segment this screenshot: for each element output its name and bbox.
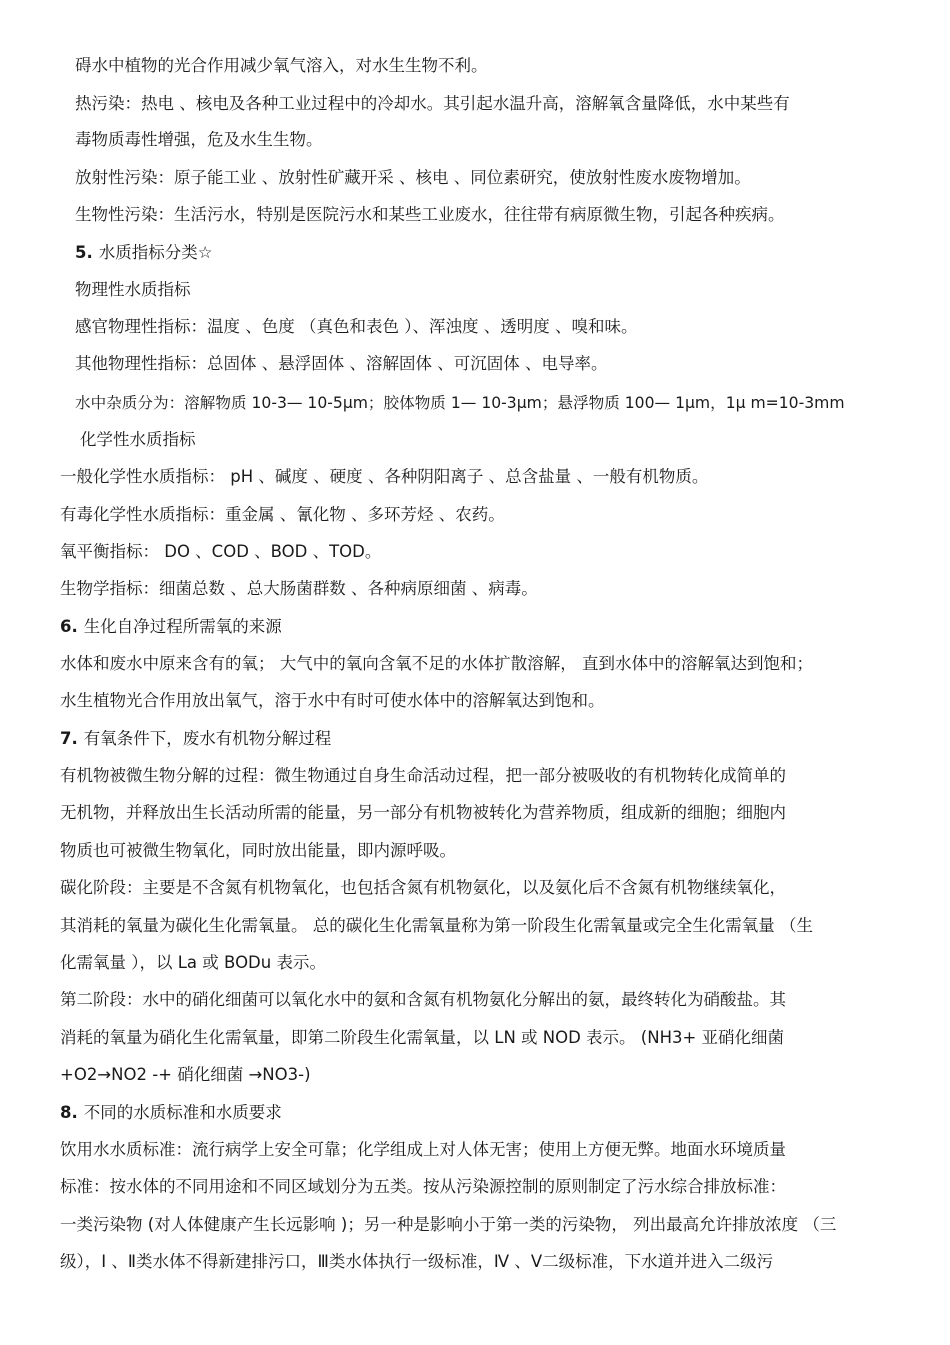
section-heading-8 bbox=[60, 1103, 282, 1123]
paragraph-line: 水体和废水中原来含有的氧； 大气中的氧向含氧不足的水体扩散溶解， 直到水体中的溶解氧达到饱和； bbox=[60, 654, 813, 673]
subheading: 物理性水质指标 bbox=[75, 280, 191, 299]
paragraph-line: +O2→NO2 -+ 硝化细菌 →NO3-) bbox=[60, 1065, 311, 1084]
paragraph-line: 水中杂质分为：溶解物质 10-3— 10-5μm；胶体物质 1— 10-3μm；悬浮物质 100— 1μm，1μ m=10-3mm bbox=[75, 394, 845, 412]
paragraph-line: 标准：按水体的不同用途和不同区域划分为五类。按从污染源控制的原则制定了污水综合排放标准： bbox=[60, 1177, 786, 1196]
heading-text: 生化自净过程所需氧的来源 bbox=[83, 617, 282, 636]
paragraph-line: 化需氧量 ），以 La 或 BODu 表示。 bbox=[60, 953, 326, 972]
paragraph-line: 级），Ⅰ 、Ⅱ类水体不得新建排污口，Ⅲ类水体执行一级标准，Ⅳ 、Ⅴ二级标准，下水道并进入二级污 bbox=[60, 1252, 774, 1271]
paragraph-line: 一类污染物 (对人体健康产生长远影响 )；另一种是影响小于第一类的污染物， 列出最高允许排放浓度 （三 bbox=[60, 1215, 837, 1234]
paragraph-line: 饮用水水质标准：流行病学上安全可靠；化学组成上对人体无害；使用上方便无弊。地面水环境质量 bbox=[60, 1140, 786, 1159]
heading-text: 水质指标分类☆ bbox=[98, 243, 213, 262]
heading-number: 5. bbox=[75, 243, 93, 262]
paragraph-line: 有毒化学性水质指标：重金属 、氰化物 、多环芳烃 、农药。 bbox=[60, 505, 505, 524]
paragraph-line: 其消耗的氧量为碳化生化需氧量。 总的碳化生化需氧量称为第一阶段生化需氧量或完全生化需氧量 （生 bbox=[60, 916, 813, 935]
section-heading-5 bbox=[75, 243, 213, 263]
paragraph-line: 物质也可被微生物氧化，同时放出能量，即内源呼吸。 bbox=[60, 841, 456, 860]
paragraph-line: 有机物被微生物分解的过程：微生物通过自身生命活动过程，把一部分被吸收的有机物转化成简单的 bbox=[60, 766, 786, 785]
heading-number: 6. bbox=[60, 617, 78, 636]
paragraph-line: 消耗的氧量为硝化生化需氧量，即第二阶段生化需氧量，以 LN 或 NOD 表示。 (NH3+ 亚硝化细菌 bbox=[60, 1028, 785, 1047]
paragraph-line: 生物学指标：细菌总数 、总大肠菌群数 、各种病原细菌 、病毒。 bbox=[60, 579, 538, 598]
section-heading-7 bbox=[60, 729, 331, 749]
heading-number: 7. bbox=[60, 729, 78, 748]
paragraph-line: 其他物理性指标：总固体 、悬浮固体 、溶解固体 、可沉固体 、电导率。 bbox=[75, 354, 608, 373]
subheading: 化学性水质指标 bbox=[80, 430, 196, 449]
paragraph-line: 碍水中植物的光合作用减少氧气溶入，对水生生物不利。 bbox=[75, 56, 488, 75]
paragraph-line: 生物性污染：生活污水，特别是医院污水和某些工业废水，往往带有病原微生物，引起各种疾病。 bbox=[75, 205, 785, 224]
paragraph-line: 无机物，并释放出生长活动所需的能量，另一部分有机物被转化为营养物质，组成新的细胞；细胞内 bbox=[60, 803, 786, 822]
heading-text: 不同的水质标准和水质要求 bbox=[83, 1103, 282, 1122]
paragraph-line: 氧平衡指标： DO 、COD 、BOD 、TOD。 bbox=[60, 542, 382, 561]
paragraph-line: 碳化阶段：主要是不含氮有机物氧化，也包括含氮有机物氨化，以及氨化后不含氮有机物继续氧化， bbox=[60, 878, 786, 897]
paragraph-line: 水生植物光合作用放出氧气，溶于水中有时可使水体中的溶解氧达到饱和。 bbox=[60, 691, 605, 710]
paragraph-line: 一般化学性水质指标： pH 、碱度 、硬度 、各种阴阳离子 、总含盐量 、一般有机物质。 bbox=[60, 467, 709, 486]
paragraph-line: 第二阶段：水中的硝化细菌可以氧化水中的氨和含氮有机物氨化分解出的氨，最终转化为硝酸盐。其 bbox=[60, 990, 786, 1009]
paragraph-line: 感官物理性指标：温度 、色度 （真色和表色 ）、浑浊度 、透明度 、嗅和味。 bbox=[75, 317, 638, 336]
paragraph-line: 毒物质毒性增强，危及水生生物。 bbox=[75, 130, 323, 149]
heading-text: 有氧条件下，废水有机物分解过程 bbox=[83, 729, 332, 748]
paragraph-line: 热污染：热电 、核电及各种工业过程中的冷却水。其引起水温升高，溶解氧含量降低，水中某些有 bbox=[75, 94, 790, 113]
section-heading-6 bbox=[60, 617, 282, 637]
heading-number: 8. bbox=[60, 1103, 78, 1122]
paragraph-line: 放射性污染：原子能工业 、放射性矿藏开采 、核电 、同位素研究，使放射性废水废物增加。 bbox=[75, 168, 751, 187]
